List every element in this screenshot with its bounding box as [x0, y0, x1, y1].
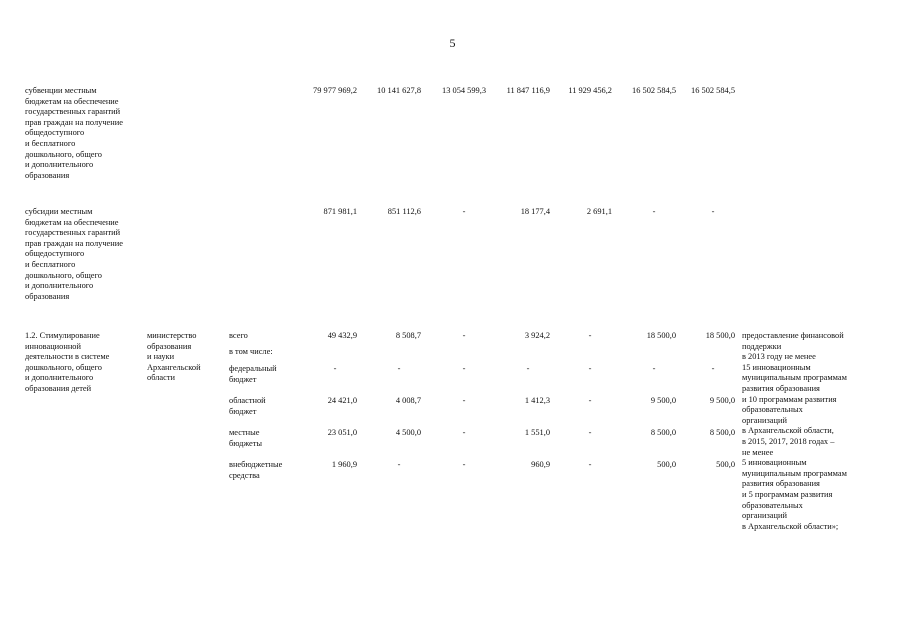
activity-name: 1.2. Стимулирование инновационной деятельности в системе дошкольного, общего и дополнительного образования детей	[25, 331, 110, 393]
value-cell: 18 500,0	[646, 331, 676, 340]
value-cell: 500,0	[657, 460, 676, 469]
value-cell: -	[588, 331, 592, 340]
source-extra: внебюджетные средства	[229, 460, 283, 480]
value-cell: 8 508,7	[395, 331, 421, 340]
value-cell: 16 502 584,5	[632, 86, 676, 95]
value-cell: -	[462, 396, 466, 405]
value-cell: 9 500,0	[650, 396, 676, 405]
value-cell: -	[588, 396, 592, 405]
value-cell: 8 500,0	[709, 428, 735, 437]
value-cell: -	[462, 460, 466, 469]
source-local: местные бюджеты	[229, 428, 263, 448]
row1-description: субвенции местным бюджетам на обеспечение государственных гарантий прав граждан на получение общедоступного и бесплатного дошкольного, общего и дополнительного образования	[25, 86, 123, 180]
value-cell: 960,9	[531, 460, 550, 469]
value-cell: -	[588, 428, 592, 437]
value-cell: -	[397, 460, 401, 469]
value-cell: 13 054 599,3	[442, 86, 486, 95]
value-cell: -	[652, 207, 656, 216]
value-cell: 16 502 584,5	[691, 86, 735, 95]
value-cell: 18 177,4	[520, 207, 550, 216]
value-cell: 871 981,1	[323, 207, 357, 216]
value-cell: -	[526, 364, 530, 373]
value-cell: 4 500,0	[395, 428, 421, 437]
value-cell: 500,0	[716, 460, 735, 469]
value-cell: 24 421,0	[327, 396, 357, 405]
value-cell: -	[462, 364, 466, 373]
source-total: всего	[229, 331, 248, 340]
value-cell: 8 500,0	[650, 428, 676, 437]
value-cell: 10 141 627,8	[377, 86, 421, 95]
value-cell: 851 112,6	[387, 207, 421, 216]
value-cell: -	[397, 364, 401, 373]
value-cell: 2 691,1	[586, 207, 612, 216]
value-cell: -	[711, 207, 715, 216]
expected-result: предоставление финансовой поддержки в 2013 году не менее 15 инновационным муниципальным программам развития образования и 10 программам развития образовательных организаций в Архангельской области, в 2015, 2017, 2018 годах – не менее 5 инновационным муниципальным программам развития образования и 5 программам развития образовательных организаций в Архангельской области»;	[742, 331, 847, 531]
source-federal: федеральный бюджет	[229, 364, 277, 384]
value-cell: 4 008,7	[395, 396, 421, 405]
row2-description: субсидии местным бюджетам на обеспечение государственных гарантий прав граждан на получение общедоступного и бесплатного дошкольного, общего и дополнительного образования	[25, 207, 123, 301]
value-cell: 23 051,0	[327, 428, 357, 437]
source-regional: областной бюджет	[229, 396, 266, 416]
value-cell: -	[652, 364, 656, 373]
value-cell: 11 929 456,2	[568, 86, 612, 95]
page-number: 5	[449, 36, 456, 50]
value-cell: 1 412,3	[524, 396, 550, 405]
value-cell: -	[333, 364, 337, 373]
value-cell: 11 847 116,9	[506, 86, 550, 95]
value-cell: 49 432,9	[327, 331, 357, 340]
value-cell: -	[588, 460, 592, 469]
source-including: в том числе:	[229, 347, 273, 356]
executor: министерство образования и науки Архангельской области	[147, 331, 201, 383]
value-cell: 1 960,9	[331, 460, 357, 469]
value-cell: -	[462, 207, 466, 216]
value-cell: 18 500,0	[705, 331, 735, 340]
value-cell: -	[711, 364, 715, 373]
value-cell: 79 977 969,2	[313, 86, 357, 95]
value-cell: 9 500,0	[709, 396, 735, 405]
value-cell: 3 924,2	[524, 331, 550, 340]
value-cell: -	[462, 428, 466, 437]
value-cell: 1 551,0	[524, 428, 550, 437]
value-cell: -	[462, 331, 466, 340]
value-cell: -	[588, 364, 592, 373]
